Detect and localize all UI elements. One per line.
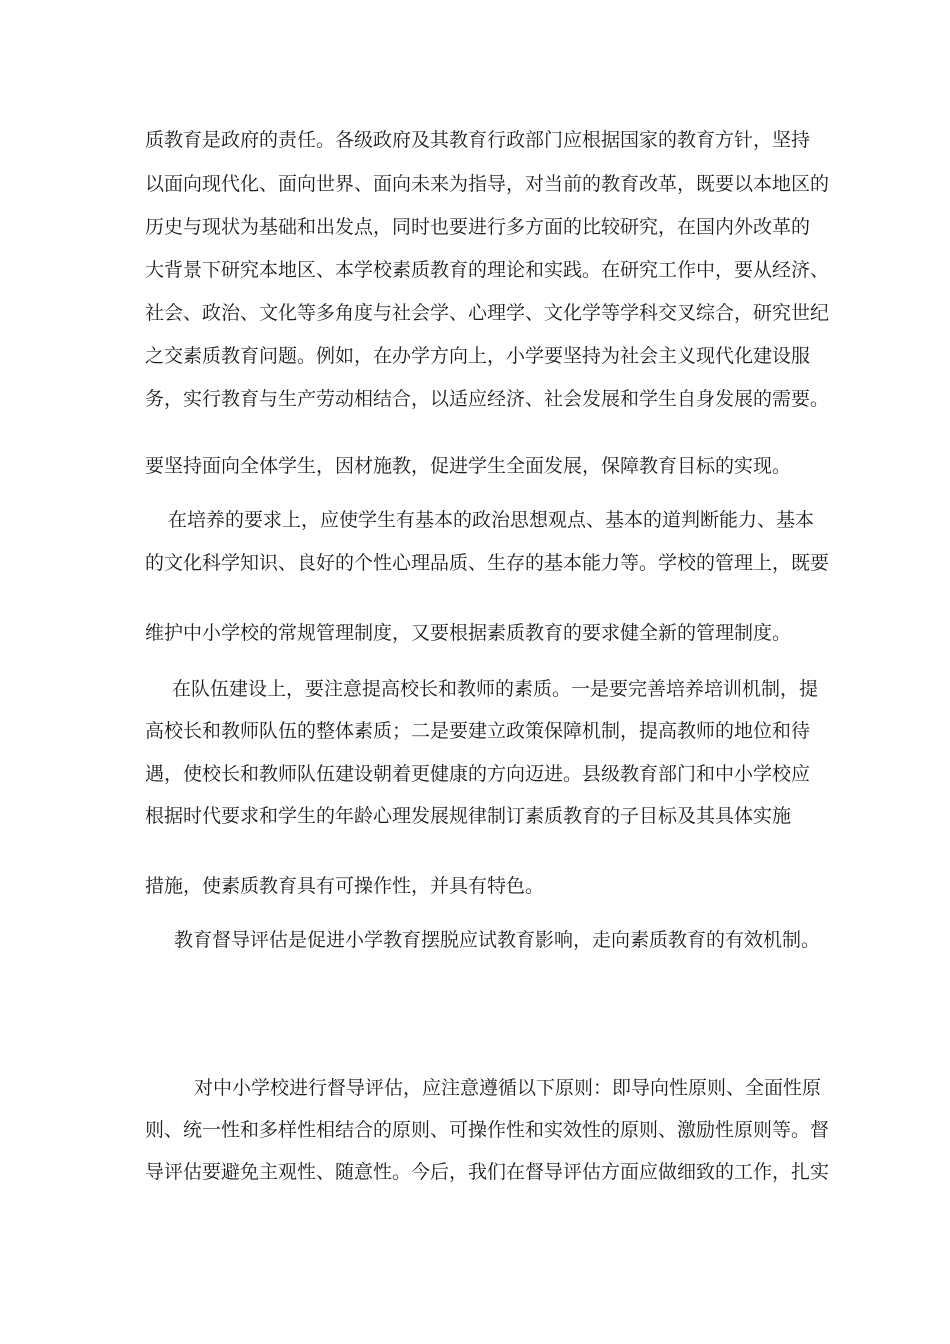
text-line-9: 在培养的要求上，应使学生有基本的政治思想观点、基本的道判断能力、基本: [168, 509, 815, 531]
text-line-4: 大背景下研究本地区、本学校素质教育的理论和实践。在研究工作中，要从经济、: [145, 259, 830, 281]
text-line-17: 教育督导评估是促进小学教育摆脱应试教育影响，走向素质教育的有效机制。: [174, 929, 821, 951]
text-line-11: 维护中小学校的常规管理制度，又要根据素质教育的要求健全新的管理制度。: [145, 622, 792, 644]
text-line-12: 在队伍建设上，要注意提高校长和教师的素质。一是要完善培养培训机制，提: [172, 678, 819, 700]
text-line-19: 则、统一性和多样性相结合的原则、可操作性和实效性的原则、激励性原则等。督: [145, 1119, 830, 1141]
text-line-16: 措施，使素质教育具有可操作性，并具有特色。: [145, 875, 545, 897]
text-line-2: 以面向现代化、面向世界、面向未来为指导，对当前的教育改革，既要以本地区的: [145, 173, 830, 195]
text-line-8: 要坚持面向全体学生，因材施教，促进学生全面发展，保障教育目标的实现。: [145, 455, 792, 477]
text-line-3: 历史与现状为基础和出发点，同时也要进行多方面的比较研究，在国内外改革的: [145, 216, 811, 238]
text-line-14: 遇，使校长和教师队伍建设朝着更健康的方向迈进。县级教育部门和中小学校应: [145, 763, 811, 785]
text-line-7: 务，实行教育与生产劳动相结合，以适应经济、社会发展和学生自身发展的需要。: [145, 388, 830, 410]
text-line-5: 社会、政治、文化等多角度与社会学、心理学、文化学等学科交叉综合，研究世纪: [145, 302, 830, 324]
text-line-6: 之交素质教育问题。例如，在办学方向上，小学要坚持为社会主义现代化建设服: [145, 345, 811, 367]
text-line-13: 高校长和教师队伍的整体素质；二是要建立政策保障机制，提高教师的地位和待: [145, 720, 811, 742]
text-line-15: 根据时代要求和学生的年龄心理发展规律制订素质教育的子目标及其具体实施: [145, 805, 792, 827]
text-line-18: 对中小学校进行督导评估，应注意遵循以下原则：即导向性原则、全面性原: [194, 1077, 822, 1099]
text-line-1: 质教育是政府的责任。各级政府及其教育行政部门应根据国家的教育方针，坚持: [145, 129, 811, 151]
text-line-10: 的文化科学知识、良好的个性心理品质、生存的基本能力等。学校的管理上，既要: [145, 552, 830, 574]
text-line-20: 导评估要避免主观性、随意性。今后，我们在督导评估方面应做细致的工作，扎实: [145, 1161, 830, 1183]
